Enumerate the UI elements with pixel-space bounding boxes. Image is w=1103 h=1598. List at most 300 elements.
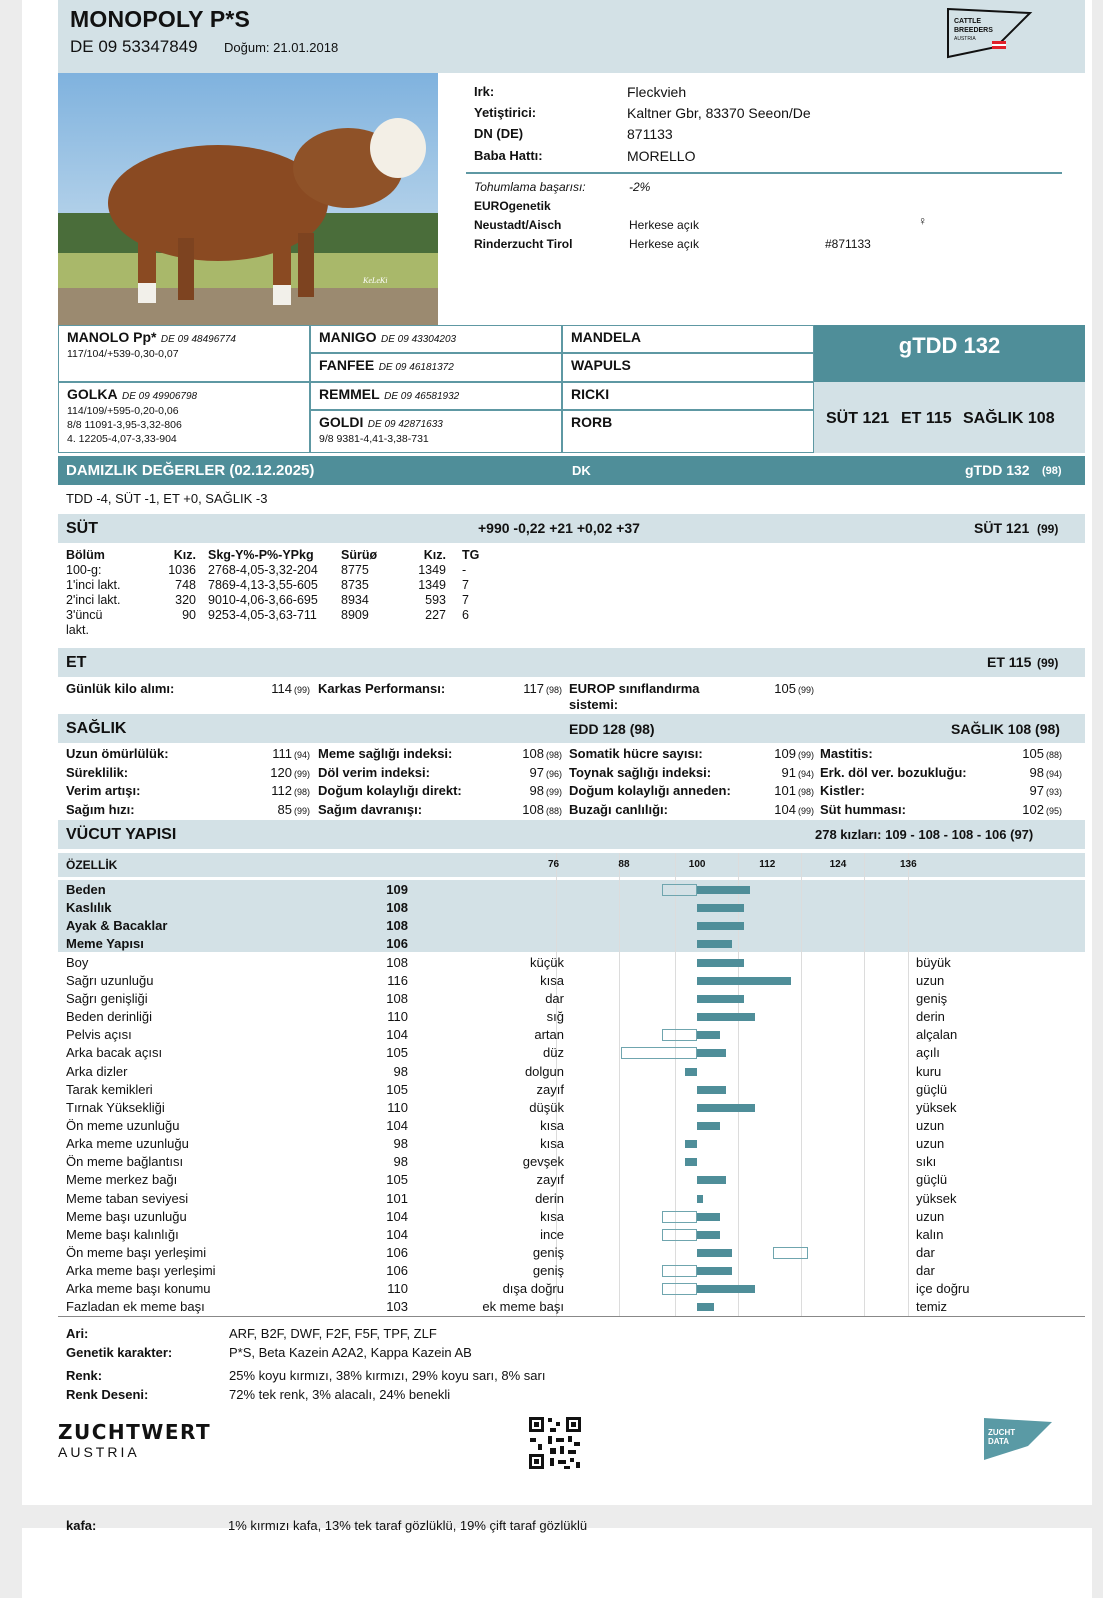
trait-value: 109 [386,882,408,897]
saglik-label: Döl verim indeksi: [318,765,430,780]
sut-header-row [66,548,486,563]
euro-station-1: Rinderzucht Tirol [474,237,573,251]
trait-bar [697,977,791,985]
trait-name: Tırnak Yüksekliği [66,1099,165,1115]
et-rel-0: (99) [294,685,311,695]
kafa-value: 1% kırmızı kafa, 13% tek taraf gözlüklü, 19% çift taraf gözlüklü [228,1518,588,1533]
trait-bar [697,1049,726,1057]
chart-gridline [864,853,865,1316]
chart-gridline [619,853,620,1316]
sut-cell: 7 [462,578,469,592]
footer-value-2: 25% koyu kırmızı, 38% kırmızı, 29% koyu sarı, 8% sarı [229,1368,546,1383]
bull-name: MONOPOLY P*S [70,6,251,32]
pedigree-dds [562,410,814,453]
sd-id: DE 09 46181372 [378,362,454,373]
trait-bar [697,1031,720,1039]
et-value-0: 114 [271,681,292,696]
sss-name: MANDELA [571,329,641,345]
trait-low-label: dışa doğru [502,1281,564,1297]
trait-high-label: dar [916,1245,935,1260]
pedigree-ss [310,325,562,353]
saglik-reliability: (94) [294,750,311,760]
trait-reference-box [662,884,697,896]
saglik-title: SAĞLIK [66,720,127,737]
trait-high-label: yüksek [916,1099,957,1115]
saglik-reliability: (99) [294,806,311,816]
saglik-reliability: (88) [1046,750,1063,760]
saglik-value: 111 [272,746,292,761]
pedigree-dam [58,382,310,453]
info-value-2: 871133 [627,126,673,142]
saglik-reliability: (98) [294,787,311,797]
footer-value-3: 72% tek renk, 3% alacalı, 24% benekli [229,1387,451,1402]
footer-value-0: ARF, B2F, DWF, F2F, F5F, TPF, ZLF [229,1326,437,1341]
sut-col-suruo: Sürüø [341,548,378,562]
trait-high-label: dar [916,1263,935,1279]
saglik-value: 105 [1022,746,1044,761]
damizlik-right: gTDD 132 [965,462,1030,478]
chart-tick-label: 76 [548,859,560,870]
trait-high-label: temiz [916,1299,948,1315]
trait-bar [697,1013,756,1021]
trait-reference-box [773,1247,808,1259]
et-band [58,648,1085,677]
saglik-reliability: (88) [546,806,563,816]
qr-code-icon [528,1416,582,1470]
trait-value: 108 [386,918,408,934]
trait-value: 108 [386,990,408,1006]
trait-bar [697,1285,756,1293]
ss-id: DE 09 43304203 [381,334,457,345]
zucht-data-logo [982,1416,1054,1462]
saglik-value: 98 [1029,765,1044,780]
info-label-3: Baba Hattı: [474,148,543,163]
trait-value: 98 [393,1154,408,1170]
ozellik-title: ÖZELLİK [66,858,118,872]
et-rel-2: (99) [798,685,815,695]
datasheet-page [22,0,1092,1505]
trait-high-label: güçlü [916,1172,948,1188]
trait-bar [697,1213,720,1221]
sut-col-skg: Skg-Y%-P%-YPkg [208,548,314,562]
kafa-label: kafa: [66,1518,97,1533]
sd-name: FANFEE [319,357,375,373]
saglik-value: 85 [277,802,292,817]
sut-cell: 8775 [341,563,369,577]
euro-station-0: Neustadt/Aisch [474,218,562,232]
pedigree-dss [562,382,814,410]
dd-line1: 9/8 9381-4,41-3,38-731 [319,433,429,445]
trait-high-label: kalın [916,1226,944,1242]
trait-bar [685,1068,697,1076]
trait-bar [697,959,744,967]
trait-high-label: büyük [916,954,951,970]
trait-value: 105 [386,1172,408,1188]
trait-low-label: geniş [532,1245,564,1260]
trait-high-label: açılı [916,1045,940,1061]
trait-name: Sağrı uzunluğu [66,972,154,988]
trait-name: Ayak & Bacaklar [66,918,168,934]
dd-name: GOLDI [319,414,364,430]
trait-value: 108 [386,954,408,970]
trait-bar [685,1158,697,1166]
chart-gridline [675,853,676,1316]
trait-bar [697,886,750,894]
saglik-label: Verim artışı: [66,783,141,798]
saglik-value: 101 [774,783,796,798]
trait-bar [697,1231,720,1239]
et-right-rel: (99) [1037,656,1059,670]
sdd-name: WAPULS [571,357,631,373]
trait-value: 110 [387,1281,408,1297]
saglik-reliability: (94) [1046,769,1063,779]
trait-name: Kaslılık [66,900,112,916]
chart-tick-label: 112 [759,859,776,870]
dam-id: DE 09 49906798 [122,391,198,402]
saglik-value: 108 [522,802,544,817]
euro-extra-1: #871133 [825,237,871,251]
info-value-1: Kaltner Gbr, 83370 Seeon/De [627,105,811,121]
zucht-data-line2: DATA [988,1437,1010,1446]
damizlik-right-rel: (98) [1042,465,1062,477]
trait-high-label: alçalan [916,1027,958,1043]
vucut-band [58,820,1085,849]
chart-tick-label: 100 [688,859,706,870]
footer-label-2: Renk: [66,1368,103,1383]
trait-bar [697,904,744,912]
trait-low-label: ek meme başı [482,1299,564,1315]
sut-row-3 [66,608,486,623]
trait-value: 104 [386,1226,408,1242]
sut-band [58,514,1085,543]
trait-low-label: ince [540,1226,564,1242]
ozellik-band [58,853,1085,877]
summary-et: ET 115 [901,410,952,427]
et-value-2: 105 [774,681,796,696]
saglik-label: Süreklilik: [66,765,129,780]
trait-high-label: sıkı [916,1154,937,1170]
trait-bar [697,1249,732,1257]
saglik-label: Meme sağlığı indeksi: [318,746,453,761]
ss-name: MANIGO [319,329,377,345]
trait-name: Ön meme bağlantısı [66,1154,184,1170]
trait-low-label: kısa [540,1208,564,1224]
sut-right: SÜT 121 [974,520,1030,536]
trait-high-label: uzun [916,1208,945,1224]
saglik-value: 108 [522,746,544,761]
trait-value: 106 [386,1263,408,1279]
trait-low-label: artan [534,1027,564,1043]
trait-high-label: güçlü [916,1081,948,1097]
trait-reference-box [662,1029,697,1041]
chart-gridline [908,853,909,1316]
trait-bar [697,922,744,930]
trait-bar [697,1267,732,1275]
trait-value: 108 [386,900,408,916]
pedigree-ds [310,382,562,410]
saglik-label: Doğum kolaylığı anneden: [569,783,731,798]
photo-caption: KeLeKi [363,276,388,285]
sire-name: MANOLO Pp* [67,329,157,345]
bull-id: DE 09 53347849 [70,37,198,56]
saglik-reliability: (95) [1046,806,1063,816]
vucut-title: VÜCUT YAPISI [66,826,177,843]
svg-text:CATTLE: CATTLE [954,18,982,25]
zuchtwert-sub: AUSTRIA [58,1444,140,1460]
chart-tick-label: 124 [829,859,847,870]
sut-col-tg: TG [462,548,480,562]
sut-cell: 9010-4,06-3,66-695 [208,593,318,607]
trait-value: 110 [387,1099,408,1115]
saglik-label: Somatik hücre sayısı: [569,746,703,761]
saglik-reliability: (99) [798,750,815,760]
saglik-reliability: (93) [1046,787,1063,797]
trait-high-label: içe doğru [916,1281,970,1297]
svg-text:AUSTRIA: AUSTRIA [954,36,976,42]
sut-title: SÜT [66,520,98,537]
trait-value: 110 [387,1009,408,1025]
saglik-value: 97 [529,765,544,780]
sut-cell: 3'üncü [66,608,103,622]
trait-name: Arka meme başı yerleşimi [66,1263,216,1279]
summary-sut: SÜT 121 [826,410,890,427]
trait-name: Ön meme başı yerleşimi [66,1245,207,1260]
dam-name: GOLKA [67,386,118,402]
trait-name: Fazladan ek meme başı [66,1299,205,1315]
saglik-edd: EDD 128 (98) [569,721,655,737]
sut-cell: 6 [462,608,469,622]
saglik-label: Süt humması: [820,802,906,817]
sut-cell: 1349 [418,578,446,592]
sut-cell: - [462,563,467,577]
trait-value: 104 [386,1117,408,1133]
trait-bar [697,1104,756,1112]
saglik-value: 104 [774,802,796,817]
sut-row-1 [66,578,486,593]
trait-low-label: düşük [529,1099,564,1115]
saglik-label: Kistler: [820,783,865,798]
summary-saglik: SAĞLIK 108 [963,410,1055,427]
trait-reference-box [662,1229,697,1241]
sut-right-rel: (99) [1037,522,1059,536]
trait-reference-box [621,1047,697,1059]
trait-bar [697,1195,703,1203]
sut-col-bolum: Bölüm [66,548,105,562]
sut-cell: 1'inci lakt. [66,578,121,592]
ds-id: DE 09 46581932 [384,391,460,402]
info-label-0: Irk: [474,84,495,99]
trait-value: 101 [386,1190,408,1206]
sut-cell: 1036 [168,563,196,577]
sut-table [66,548,486,638]
trait-name: Beden derinliği [66,1009,153,1025]
sire-id: DE 09 48496774 [160,334,236,345]
chart-tick-label: 136 [900,859,917,870]
trait-name: Arka dizler [66,1063,128,1079]
insem-value: -2% [629,180,651,194]
saglik-reliability: (96) [546,769,563,779]
trait-name: Beden [66,882,106,897]
birth-date: Doğum: 21.01.2018 [224,40,339,55]
trait-value: 104 [386,1027,408,1043]
vucut-right: 278 kızları: 109 - 108 - 108 - 106 (97) [815,827,1034,842]
trait-name: Meme Yapısı [66,936,144,952]
sut-cell: 2768-4,05-3,32-204 [208,563,318,577]
cattle-breeders-austria-logo [944,5,1034,59]
trait-name: Meme taban seviyesi [66,1190,189,1206]
info-value-0: Fleckvieh [627,84,687,100]
et-label-2: EUROP sınıflandırma [569,681,700,696]
damizlik-band [58,456,1085,485]
trait-high-label: yüksek [916,1190,957,1206]
dds-name: RORB [571,414,613,430]
sut-col-kiz2: Kız. [423,548,446,562]
footer-value-1: P*S, Beta Kazein A2A2, Kappa Kazein AB [229,1345,472,1360]
saglik-label: Sağım davranışı: [318,802,423,817]
dss-name: RICKI [571,386,610,402]
trait-high-label: geniş [916,990,948,1006]
trait-low-label: düz [543,1045,564,1061]
eurogenetik-title: EUROgenetik [474,199,551,213]
sut-cell: 2'inci lakt. [66,593,121,607]
female-icon: ♀ [918,214,927,228]
saglik-label: Toynak sağlığı indeksi: [569,765,712,780]
dam-line1: 114/109/+595-0,20-0,06 [67,405,179,417]
saglik-value: 98 [529,783,544,798]
trait-value: 104 [386,1208,408,1224]
sut-cell: 1349 [418,563,446,577]
saglik-value: 102 [1022,802,1044,817]
trait-reference-box [662,1211,697,1223]
saglik-value: 109 [774,746,796,761]
trait-low-label: gevşek [522,1154,564,1170]
trait-low-label: küçük [530,954,564,970]
footer-info [66,1324,545,1404]
sut-cell: 7869-4,13-3,55-605 [208,578,318,592]
header-band [58,0,1085,73]
trait-bar [697,1176,726,1184]
trait-high-label: derin [916,1009,945,1025]
trait-low-label: geniş [532,1263,564,1279]
zuchtwert-logo: ZUCHTWERT [58,1420,212,1444]
trait-low-label: dolgun [524,1063,564,1079]
et-title: ET [66,654,87,671]
sut-cell: 748 [175,578,196,592]
trait-value: 98 [393,1063,408,1079]
pedigree-sd [310,353,562,382]
trait-low-label: kısa [540,972,564,988]
trait-low-label: kısa [540,1117,564,1133]
pedigree-sdd [562,353,814,382]
trait-name: Meme merkez bağı [66,1172,178,1188]
trait-name: Tarak kemikleri [66,1081,153,1097]
second-page [22,1518,1092,1598]
et-label-2b: sistemi: [569,697,619,712]
trait-low-label: sığ [546,1009,564,1025]
trait-high-label: uzun [916,972,945,988]
sut-cell: 90 [182,608,196,622]
sut-row-0 [66,563,486,578]
trait-value: 105 [386,1045,408,1061]
trait-bar [685,1140,697,1148]
info-label-1: Yetiştirici: [474,105,537,120]
zucht-data-line1: ZUCHT [988,1428,1016,1437]
trait-bar [697,1122,720,1130]
sire-line1: 117/104/+539-0,30-0,07 [67,348,179,360]
sut-cell: 8909 [341,608,369,622]
trait-high-label: uzun [916,1117,945,1133]
saglik-reliability: (94) [798,769,815,779]
trait-value: 106 [386,936,408,952]
sut-row-wrap [66,623,486,638]
sut-mid: +990 -0,22 +21 +0,02 +37 [478,520,640,536]
dam-line3: 4. 12205-4,07-3,33-904 [67,433,177,445]
trait-value: 98 [393,1136,408,1152]
saglik-label: Mastitis: [820,746,873,761]
damizlik-dk: DK [572,463,591,478]
trait-bar [697,940,732,948]
sut-cell: 320 [175,593,196,607]
footer-label-0: Ari: [66,1326,89,1341]
et-right: ET 115 [987,654,1032,670]
trait-value: 105 [386,1081,408,1097]
trait-bar [697,1303,715,1311]
trait-high-label: uzun [916,1136,945,1152]
dd-id: DE 09 42871633 [367,419,443,430]
trait-value: 106 [386,1245,408,1260]
trait-name: Meme başı uzunluğu [66,1208,187,1224]
saglik-reliability: (98) [798,787,815,797]
trait-low-label: kısa [540,1136,564,1152]
pedigree-dd [310,410,562,453]
saglik-right: SAĞLIK 108 (98) [951,721,1060,737]
sut-row-2 [66,593,486,608]
saglik-reliability: (99) [546,787,563,797]
chart-tick-label: 88 [618,859,630,870]
bull-photo [58,73,438,330]
trait-high-label: kuru [916,1063,942,1079]
saglik-label: Uzun ömürlülük: [66,746,169,761]
gtdd-box: gTDD 132 [814,325,1085,382]
saglik-band [58,714,1085,743]
et-label-0: Günlük kilo alımı: [66,681,175,696]
saglik-value: 112 [271,783,292,798]
saglik-value: 91 [781,765,796,780]
trait-value: 116 [387,972,408,988]
et-value-1: 117 [523,681,544,696]
summary-box [814,382,1085,453]
euro-avail-0: Herkese açık [629,218,700,232]
saglik-label: Erk. döl ver. bozukluğu: [820,765,967,780]
trait-low-label: zayıf [536,1172,564,1188]
trait-low-label: derin [535,1190,564,1206]
trait-reference-box [662,1265,697,1277]
info-value-3: MORELLO [627,148,696,164]
info-divider [466,172,1062,174]
sut-col-kiz: Kız. [173,548,196,562]
insem-label: Tohumlama başarısı: [474,180,586,194]
footer-label-3: Renk Deseni: [66,1387,149,1402]
pedigree-sss [562,325,814,353]
damizlik-sub: TDD -4, SÜT -1, ET +0, SAĞLIK -3 [66,491,268,506]
trait-name: Ön meme uzunluğu [66,1117,180,1133]
dam-line2: 8/8 11091-3,95-3,32-806 [67,419,182,431]
sut-cell: 7 [462,593,469,607]
saglik-value: 97 [1029,783,1044,798]
saglik-reliability: (98) [546,750,563,760]
saglik-value: 120 [270,765,292,780]
sut-cell: 8934 [341,593,369,607]
